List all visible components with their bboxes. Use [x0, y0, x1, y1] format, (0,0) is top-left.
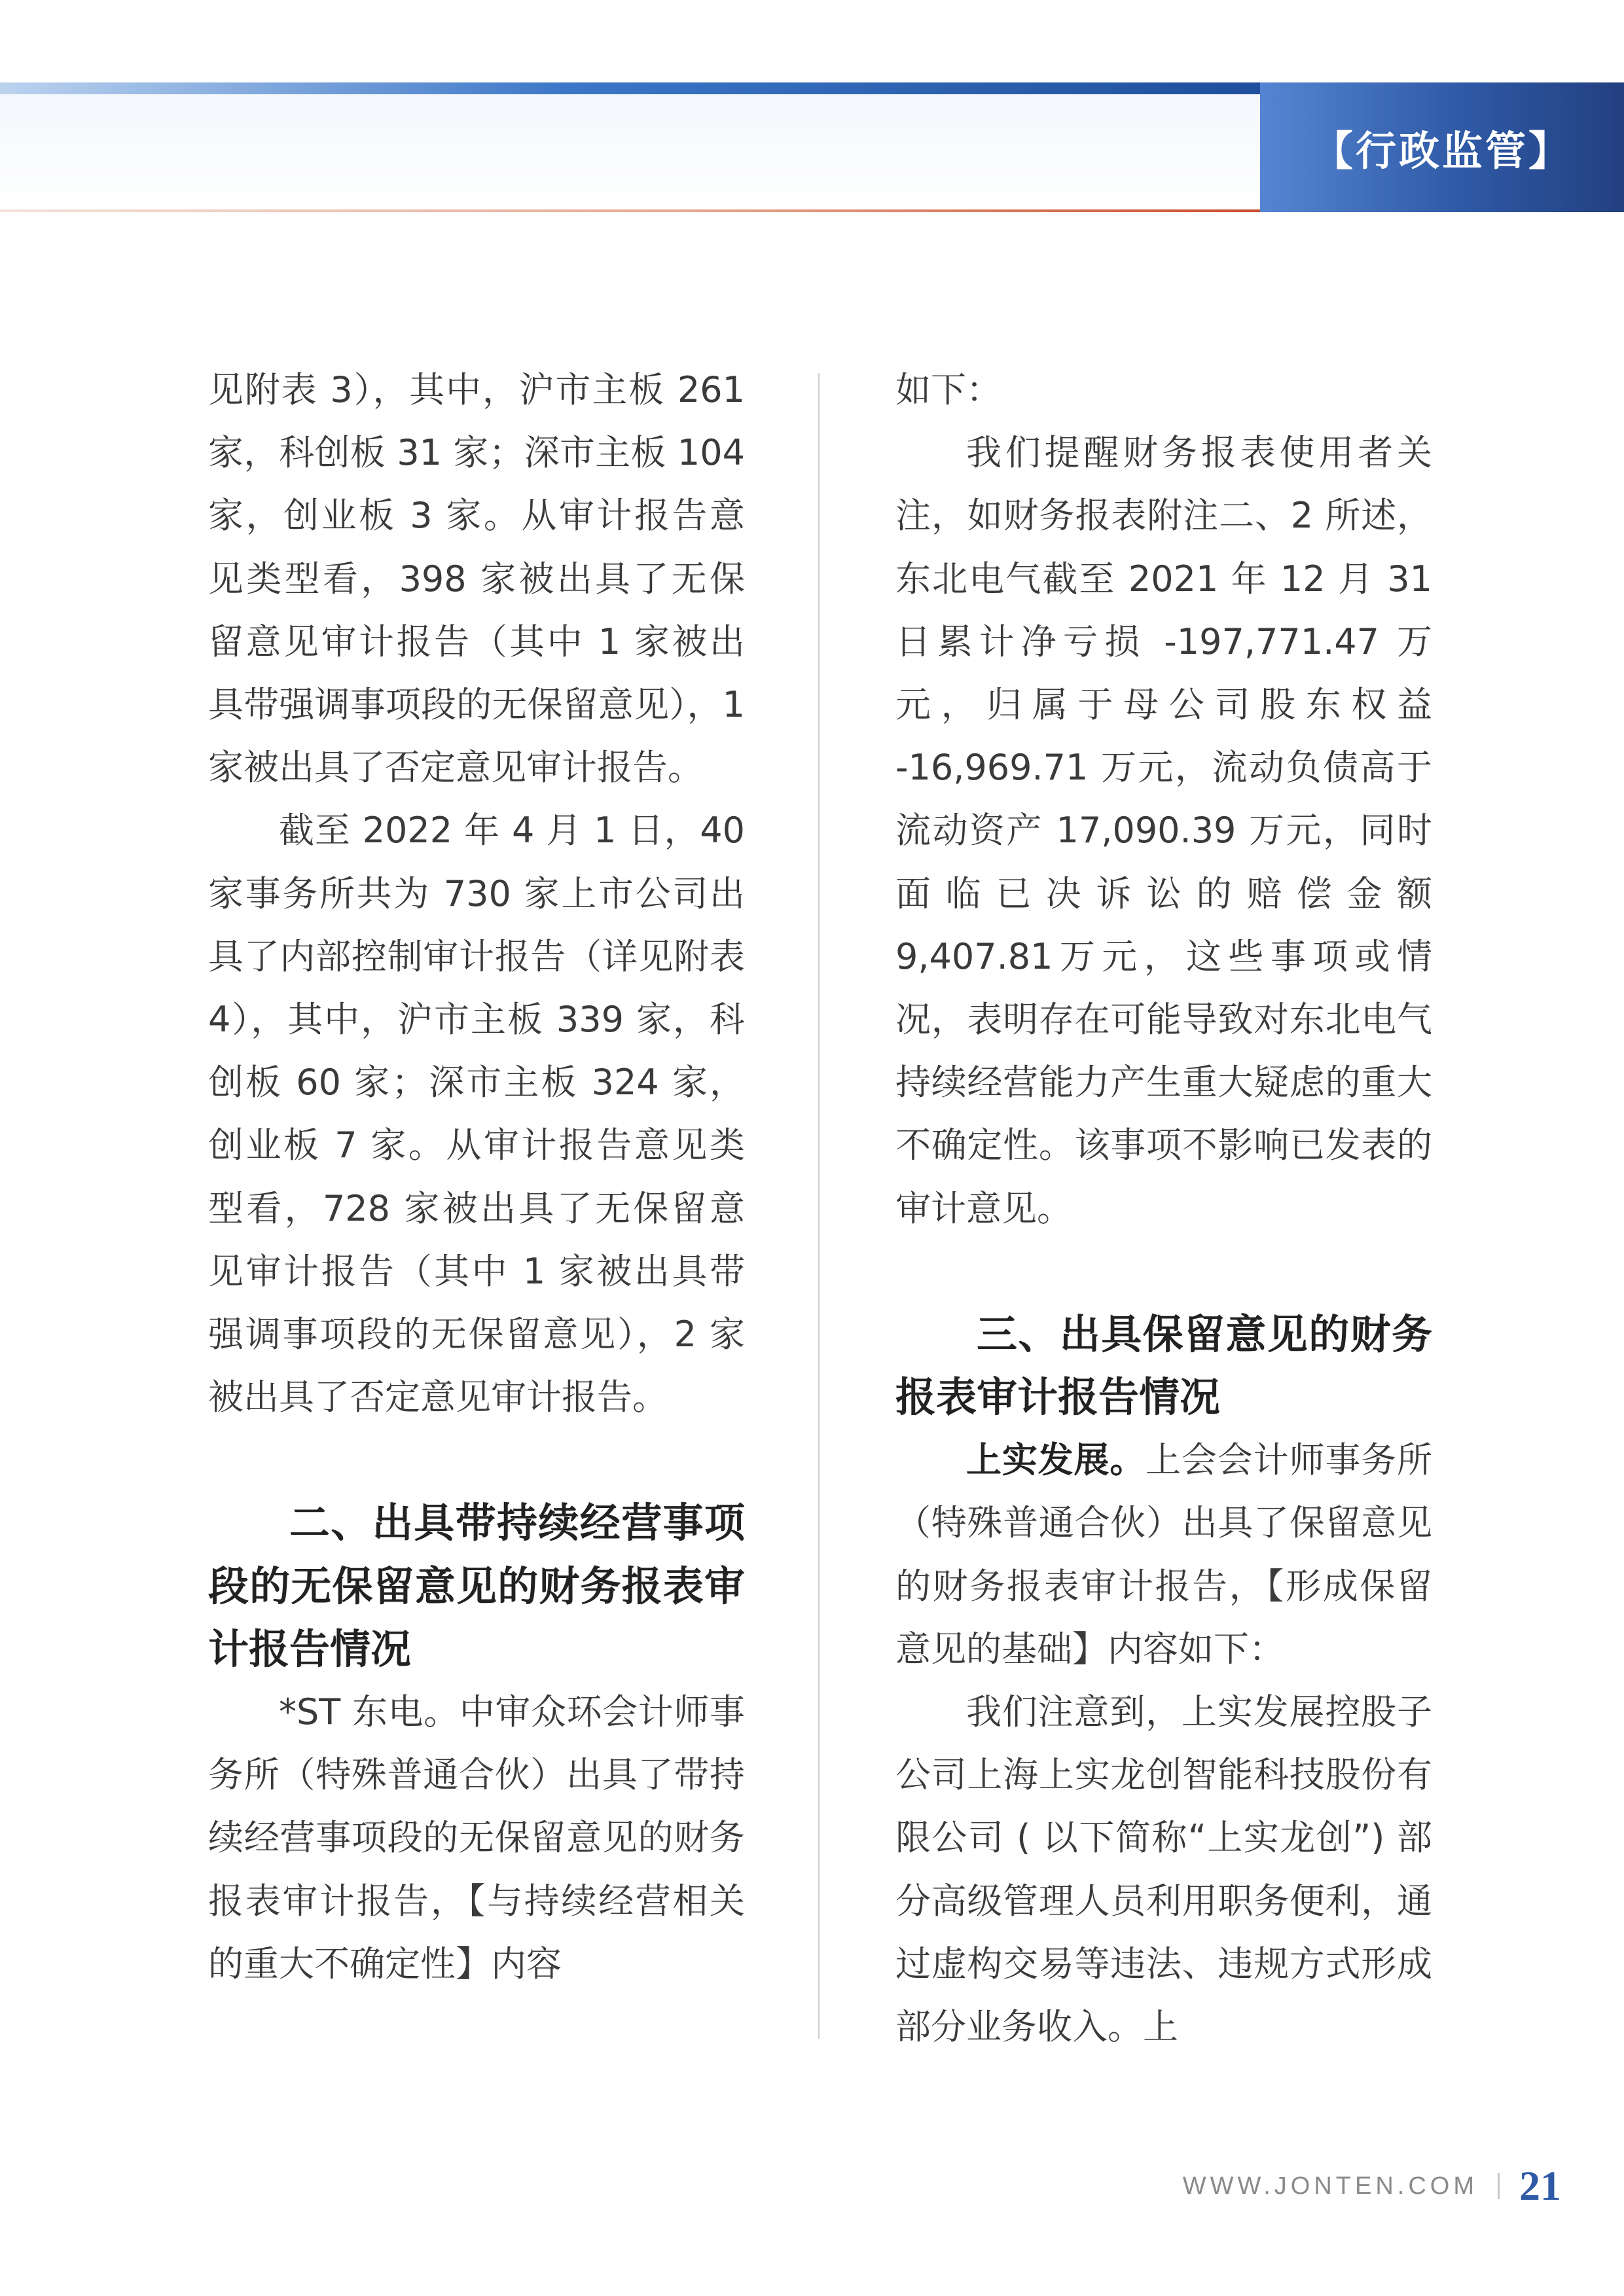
- right-paragraph-1: 如下：: [895, 369, 1001, 410]
- column-divider: [818, 373, 820, 2039]
- header-top-rule: [0, 82, 1260, 94]
- footer-url: WWW.JONTEN.COM: [1182, 2172, 1478, 2200]
- right-paragraph-3: [895, 1429, 1432, 1681]
- left-column: [208, 359, 745, 1996]
- right-paragraph-2: 我们提醒财务报表使用者关注，如财务报表附注二、2 所述，东北电气截至 2021 年 12 月 31 日累计净亏损 -197,771.47 万元，归属于母公司股东权益 -16,969.71 万元，流动负债高于流动资产 17,090.39 万元，同时面临已决诉讼的赔偿金额 9,407.81万元，这些事项或情况，表明存在可能导致对东北电气持续经营能力产生重大疑虑的重大不确定性。该事项不影响已发表的审计意见。: [895, 432, 1432, 1229]
- header-band: [0, 82, 1260, 212]
- section-heading-2: 二、出具带持续经营事项段的无保留意见的财务报表审计报告情况: [208, 1499, 745, 1673]
- header-bottom-rule: [0, 209, 1260, 212]
- right-paragraph-3-text: 上会会计师事务所（特殊普通合伙）出具了保留意见的财务报表审计报告，【形成保留意见的基础】内容如下：: [895, 1439, 1433, 1670]
- section-tag: 【行政监管】: [1260, 82, 1624, 212]
- page-footer: [1183, 2160, 1561, 2212]
- right-column: [895, 359, 1432, 2058]
- left-paragraph-2: 截至 2022 年 4 月 1 日，40 家事务所共为 730 家上市公司出具了内部控制审计报告（详见附表 4），其中，沪市主板 339 家，科创板 60 家；深市主板 324 家，创业板 7 家。从审计报告意见类型看，728 家被出具了无保留意见审计报告（其中 1 家被出具带强调事项段的无保留意见），2 家被出具了否定意见审计报告。: [208, 810, 745, 1418]
- company-name-lead: 上实发展。: [966, 1439, 1146, 1481]
- page-number: 21: [1519, 2162, 1561, 2209]
- left-paragraph-3: *ST 东电。中审众环会计师事务所（特殊普通合伙）出具了带持续经营事项段的无保留意见的财务报表审计报告，【与持续经营相关的重大不确定性】内容: [208, 1691, 745, 1984]
- right-paragraph-4: 我们注意到，上实发展控股子公司上海上实龙创智能科技股份有限公司 ( 以下简称“上实龙创”) 部分高级管理人员利用职务便利，通过虚构交易等违法、违规方式形成部分业务收入。上: [895, 1691, 1432, 2048]
- footer-separator: [1498, 2173, 1500, 2199]
- left-paragraph-1: 见附表 3），其中，沪市主板 261 家，科创板 31 家；深市主板 104 家，创业板 3 家。从审计报告意见类型看，398 家被出具了无保留意见审计报告（其中 1 家被出具带强调事项段的无保留意见），1 家被出具了否定意见审计报告。: [208, 369, 745, 789]
- section-heading-3: 三、出具保留意见的财务报表审计报告情况: [895, 1310, 1432, 1422]
